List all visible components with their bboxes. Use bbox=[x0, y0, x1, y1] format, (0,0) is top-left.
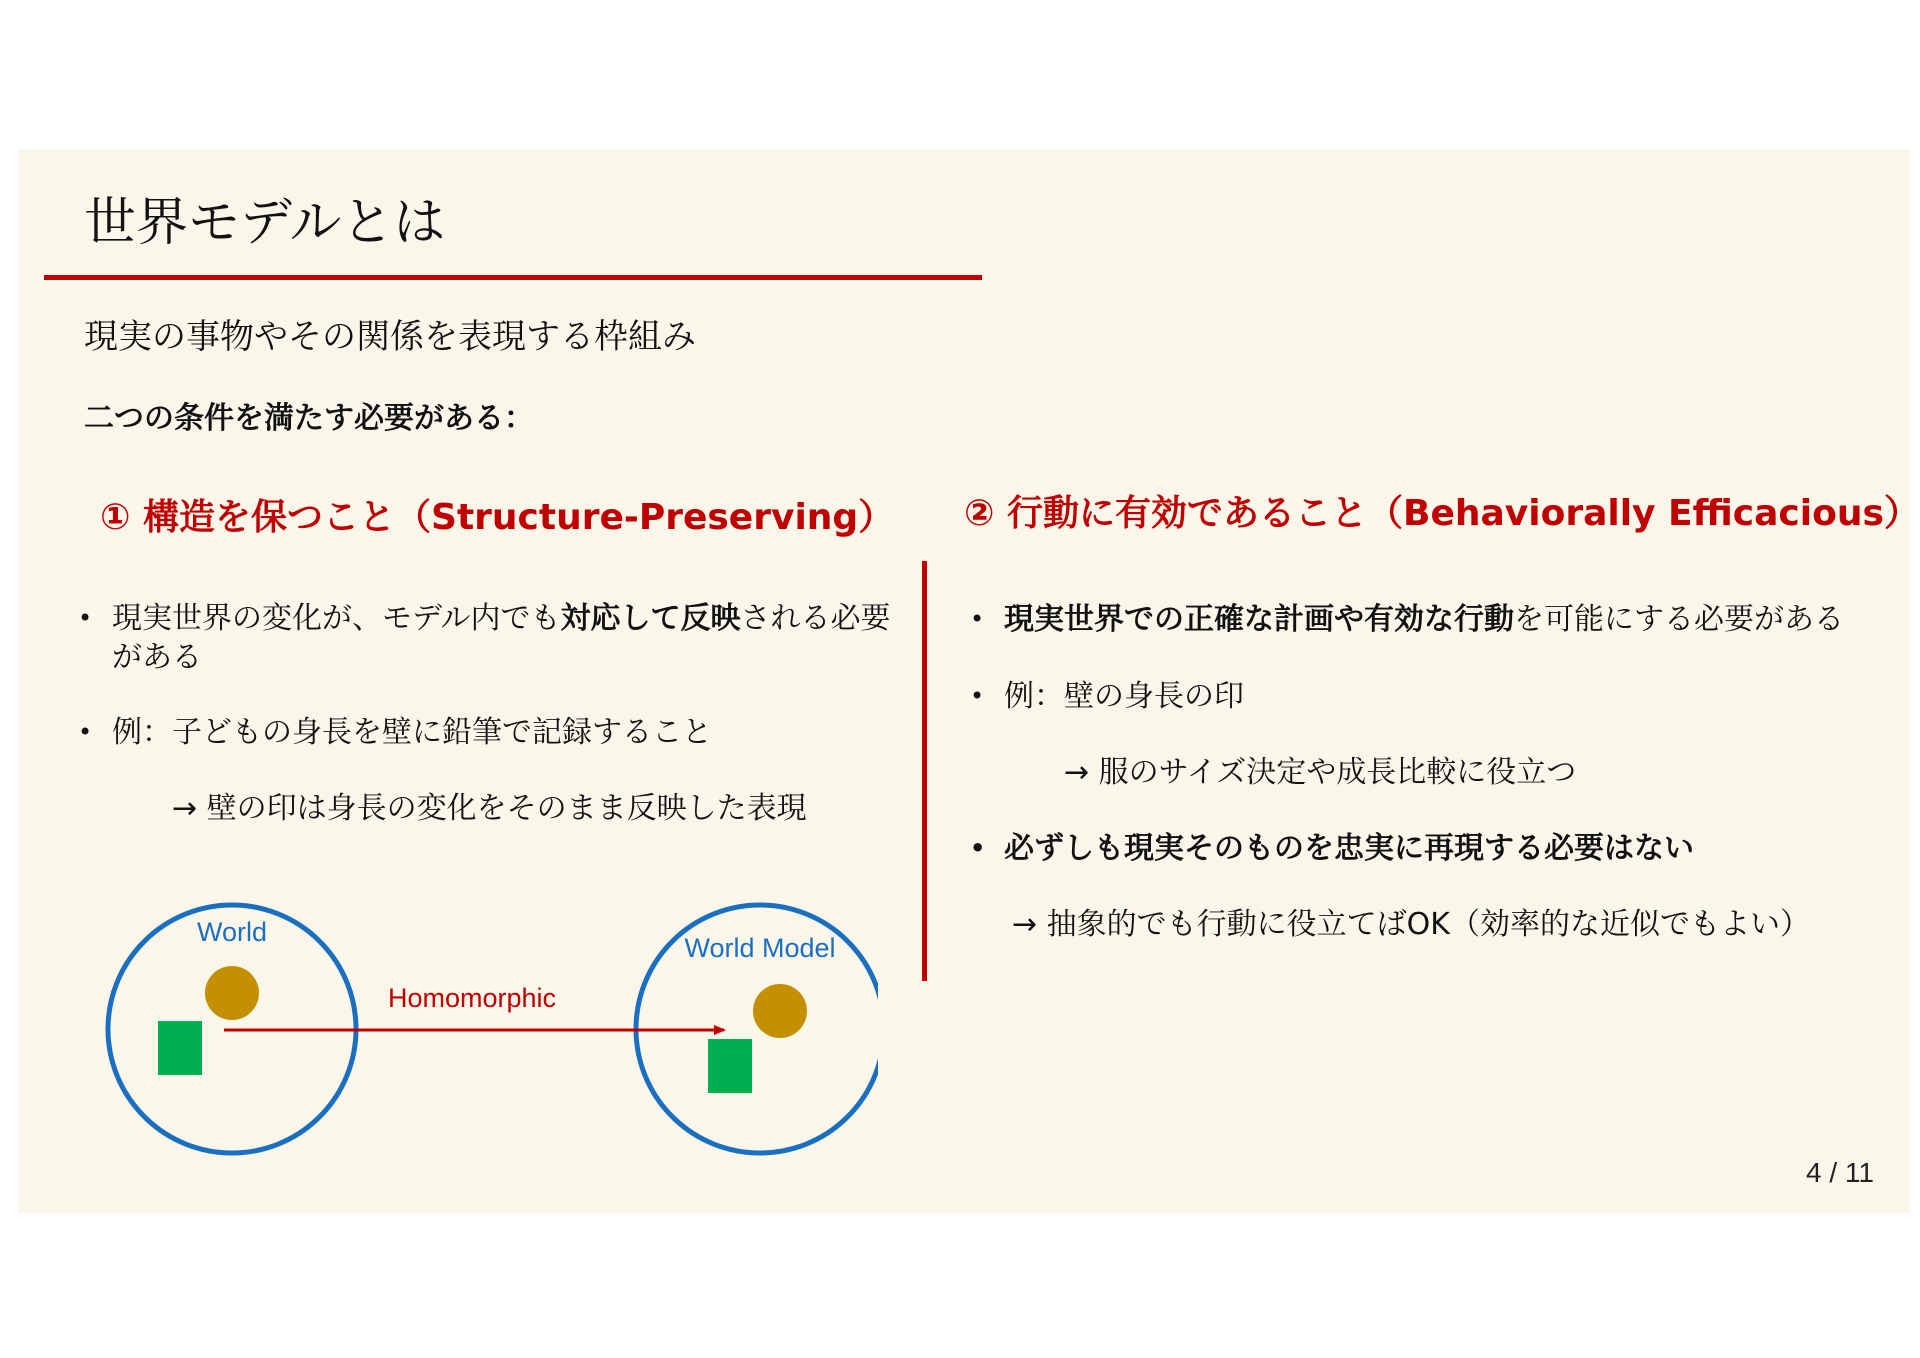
right-bullet-2-text: 例：壁の身長の印 bbox=[1004, 679, 1244, 714]
homomorphism-diagram bbox=[58, 889, 878, 1169]
left-bullet-1-bold1: 対応して bbox=[560, 601, 681, 636]
left-bullet-1-text bbox=[112, 599, 908, 677]
left-bullet-1 bbox=[78, 599, 908, 677]
right-bullet-3-text: 必ずしも現実そのものを忠実に再現する必要はない bbox=[1004, 831, 1694, 866]
slide bbox=[18, 149, 1920, 1213]
world-square-object bbox=[158, 1021, 202, 1075]
world-model-circle-object bbox=[753, 984, 807, 1038]
right-bullet-1-text bbox=[1004, 600, 1870, 639]
lead-text: 二つの条件を満たす必要がある： bbox=[84, 401, 534, 436]
left-heading: ① 構造を保つこと（Structure-Preserving） bbox=[100, 497, 895, 538]
bullet-dot: • bbox=[970, 834, 986, 862]
left-bullet-1-bold2: 反映 bbox=[680, 601, 741, 636]
bullet-dot: • bbox=[970, 682, 985, 710]
right-bullet-1-bold2: 有効な行動 bbox=[1364, 602, 1514, 637]
world-model-label: World Model bbox=[684, 933, 836, 963]
left-note: → 壁の印は身長の変化をそのまま反映した表現 bbox=[172, 791, 807, 826]
homomorphic-label: Homomorphic bbox=[387, 983, 557, 1013]
bullet-dot: • bbox=[78, 718, 93, 746]
diagram-svg bbox=[58, 889, 878, 1169]
right-bullet-1-post: を可能にする必要がある bbox=[1514, 602, 1844, 637]
right-bullet-1 bbox=[970, 600, 1870, 639]
bullet-dot: • bbox=[78, 604, 93, 632]
bullet-dot: • bbox=[970, 605, 985, 633]
left-bullet-2 bbox=[78, 713, 908, 752]
right-bullet-2 bbox=[970, 677, 1870, 716]
world-circle-object bbox=[205, 966, 259, 1020]
left-bullet-1-pre: 現実世界の変化が、モデル内でも bbox=[112, 601, 561, 636]
world-model-square-object bbox=[708, 1039, 752, 1093]
right-bullet-3 bbox=[970, 829, 1870, 868]
left-bullet-1-post: される必要がある bbox=[112, 601, 891, 675]
right-heading: ② 行動に有効であること（Behaviorally Efficacious） bbox=[964, 493, 1920, 534]
right-note-1: → 服のサイズ決定や成長比較に役立つ bbox=[1064, 755, 1577, 790]
world-label: World bbox=[196, 917, 268, 947]
page-number: 4 / 11 bbox=[1806, 1157, 1874, 1188]
right-bullet-1-bold1: 現実世界での正確な計画 bbox=[1004, 602, 1334, 637]
column-divider bbox=[922, 561, 927, 981]
slide-subtitle: 現実の事物やその関係を表現する枠組み bbox=[84, 317, 696, 357]
right-bullet-1-mid: や bbox=[1334, 602, 1364, 637]
title-underline bbox=[44, 275, 982, 280]
left-bullet-2-text: 例：子どもの身長を壁に鉛筆で記録すること bbox=[112, 715, 712, 750]
right-note-2: → 抽象的でも行動に役立てばOK（効率的な近似でもよい） bbox=[1012, 907, 1810, 942]
slide-title: 世界モデルとは bbox=[84, 193, 446, 253]
